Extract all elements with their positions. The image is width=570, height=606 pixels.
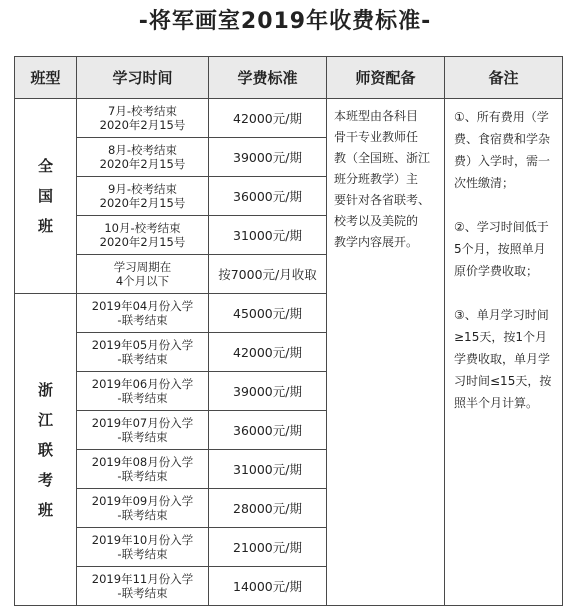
faculty-line: 校考以及美院的 bbox=[334, 214, 419, 228]
tuition-cell: 45000元/期 bbox=[209, 294, 327, 333]
note-line: 照半个月计算。 bbox=[454, 396, 539, 410]
tuition-cell: 28000元/期 bbox=[209, 489, 327, 528]
study-time-line: 2019年11月份入学 bbox=[91, 572, 194, 586]
page-title: -将军画室2019年收费标准- bbox=[138, 9, 432, 34]
class-type-cell bbox=[15, 294, 77, 606]
study-time-line: 2019年10月份入学 bbox=[91, 533, 194, 547]
faculty-line: 骨干专业教师任 bbox=[334, 130, 419, 144]
note-item bbox=[454, 106, 557, 194]
study-time-cell bbox=[77, 138, 209, 177]
study-time-line: 9月-校考结束 bbox=[108, 182, 177, 196]
study-time-line: 2020年2月15号 bbox=[99, 196, 186, 210]
faculty-line: 教（全国班、浙江 bbox=[334, 151, 431, 165]
study-time-line: 7月-校考结束 bbox=[108, 104, 177, 118]
study-time-cell bbox=[77, 372, 209, 411]
tuition-cell: 42000元/期 bbox=[209, 333, 327, 372]
study-time-cell bbox=[77, 294, 209, 333]
study-time-line: -联考结束 bbox=[117, 508, 168, 522]
tuition-cell: 36000元/期 bbox=[209, 411, 327, 450]
study-time-line: -联考结束 bbox=[117, 586, 168, 600]
header-class-type: 班型 bbox=[15, 57, 77, 99]
tuition-cell: 39000元/期 bbox=[209, 372, 327, 411]
header-notes: 备注 bbox=[445, 57, 563, 99]
study-time-line: 2019年07月份入学 bbox=[91, 416, 194, 430]
study-time-line: -联考结束 bbox=[117, 313, 168, 327]
notes-cell bbox=[445, 99, 563, 606]
study-time-line: 10月-校考结束 bbox=[104, 221, 181, 235]
study-time-line: 8月-校考结束 bbox=[108, 143, 177, 157]
study-time-line: 2019年05月份入学 bbox=[91, 338, 194, 352]
faculty-description bbox=[327, 99, 445, 606]
tuition-cell: 31000元/期 bbox=[209, 450, 327, 489]
study-time-cell bbox=[77, 411, 209, 450]
tuition-cell: 14000元/期 bbox=[209, 567, 327, 606]
study-time-line: 2019年04月份入学 bbox=[91, 299, 194, 313]
table-row bbox=[15, 99, 563, 138]
faculty-line: 要针对各省联考、 bbox=[334, 193, 431, 207]
note-line: ③、单月学习时间 bbox=[454, 308, 549, 322]
tuition-cell: 36000元/期 bbox=[209, 177, 327, 216]
study-time-cell bbox=[77, 216, 209, 255]
note-item bbox=[454, 216, 557, 282]
note-line: 学费收取，单月学 bbox=[454, 352, 551, 366]
class-type-label: 全国班 bbox=[37, 157, 53, 235]
study-time-line: 学习周期在 bbox=[113, 260, 172, 274]
note-line: ≥15天，按1个月 bbox=[454, 330, 547, 344]
tuition-cell: 按7000元/月收取 bbox=[209, 255, 327, 294]
note-line: 原价学费收取； bbox=[454, 264, 539, 278]
study-time-line: -联考结束 bbox=[117, 391, 168, 405]
tuition-cell: 39000元/期 bbox=[209, 138, 327, 177]
note-line: 次性缴清； bbox=[454, 176, 515, 190]
study-time-line: -联考结束 bbox=[117, 469, 168, 483]
study-time-cell bbox=[77, 450, 209, 489]
study-time-line: 2020年2月15号 bbox=[99, 157, 186, 171]
study-time-cell bbox=[77, 99, 209, 138]
study-time-line: -联考结束 bbox=[117, 547, 168, 561]
fee-table bbox=[14, 56, 563, 606]
study-time-line: -联考结束 bbox=[117, 430, 168, 444]
study-time-cell bbox=[77, 528, 209, 567]
study-time-cell bbox=[77, 333, 209, 372]
study-time-cell bbox=[77, 177, 209, 216]
tuition-cell: 31000元/期 bbox=[209, 216, 327, 255]
study-time-line: -联考结束 bbox=[117, 352, 168, 366]
header-study-time: 学习时间 bbox=[77, 57, 209, 99]
tuition-cell: 21000元/期 bbox=[209, 528, 327, 567]
class-type-cell bbox=[15, 99, 77, 294]
study-time-line: 2019年09月份入学 bbox=[91, 494, 194, 508]
note-line: 费、食宿费和学杂 bbox=[454, 132, 551, 146]
note-line: 习时间≤15天，按 bbox=[454, 374, 552, 388]
study-time-cell bbox=[77, 255, 209, 294]
header-row bbox=[15, 57, 563, 99]
study-time-cell bbox=[77, 567, 209, 606]
note-line: 费）入学时，需一 bbox=[454, 154, 551, 168]
header-faculty: 师资配备 bbox=[327, 57, 445, 99]
study-time-line: 2020年2月15号 bbox=[99, 235, 186, 249]
note-item bbox=[454, 304, 557, 414]
note-line: 5个月，按照单月 bbox=[454, 242, 546, 256]
study-time-line: 4个月以下 bbox=[115, 274, 170, 288]
note-line: ②、学习时间低于 bbox=[454, 220, 549, 234]
header-tuition: 学费标准 bbox=[209, 57, 327, 99]
study-time-line: 2019年08月份入学 bbox=[91, 455, 194, 469]
tuition-cell: 42000元/期 bbox=[209, 99, 327, 138]
class-type-label: 浙江联考班 bbox=[37, 380, 53, 519]
faculty-line: 班分班教学）主 bbox=[334, 172, 419, 186]
study-time-line: 2019年06月份入学 bbox=[91, 377, 194, 391]
faculty-line: 教学内容展开。 bbox=[334, 235, 419, 249]
faculty-line: 本班型由各科目 bbox=[334, 109, 419, 123]
note-line: ①、所有费用（学 bbox=[454, 110, 549, 124]
study-time-line: 2020年2月15号 bbox=[99, 118, 186, 132]
study-time-cell bbox=[77, 489, 209, 528]
